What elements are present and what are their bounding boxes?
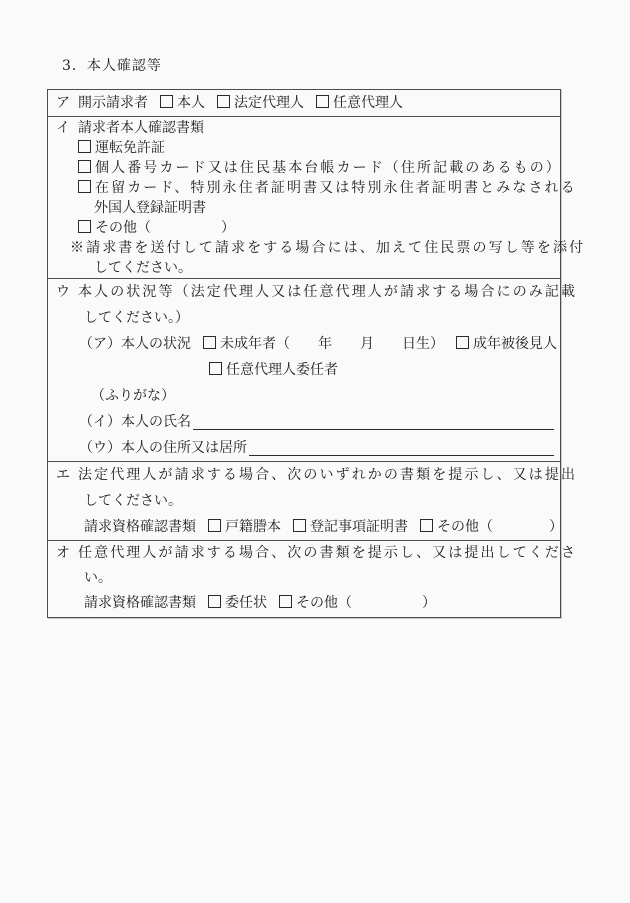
form-line	[84, 591, 554, 616]
checkbox-label: その他（ ）	[296, 595, 436, 611]
identity-verification-table	[47, 89, 586, 618]
voluntary-representative-instruction-continuation: い。	[84, 570, 112, 586]
form-line	[78, 462, 578, 488]
form-line	[91, 383, 554, 409]
form-line	[84, 514, 563, 540]
identity-documents-label: 請求者本人確認書類	[78, 120, 204, 136]
principal-name-fill-line[interactable]	[193, 429, 554, 430]
form-line	[78, 279, 578, 305]
other-identity-doc-checkbox[interactable]	[78, 220, 91, 233]
checkbox-label: 任意代理人	[333, 95, 403, 111]
legal-representative-instruction: 法定代理人が請求する場合、次のいずれかの書類を提示し、又は提出	[78, 467, 578, 483]
checkbox-label: 本人	[177, 95, 205, 111]
disclosure-requester-label: 開示請求者	[78, 95, 148, 111]
individual-number-card-checkbox-group	[78, 160, 562, 176]
principal-name-label: （イ）本人の氏名	[79, 414, 191, 430]
checkbox-label: 戸籍謄本	[225, 519, 281, 535]
form-line	[78, 218, 554, 238]
other-legal-doc-checkbox[interactable]	[420, 519, 433, 532]
other-voluntary-doc-checkbox-group	[279, 595, 436, 611]
checkbox-label: 未成年者（ 年 月 日生）	[220, 336, 444, 352]
legal-representative-instruction-continuation: してください。	[84, 493, 182, 509]
principal-checkbox-group	[160, 95, 205, 111]
form-line	[78, 541, 578, 566]
row-letter: イ	[56, 120, 70, 136]
residence-card-continuation: 外国人登録証明書	[94, 200, 206, 216]
row-disclosure-requester	[48, 90, 560, 116]
form-line	[84, 305, 554, 331]
row-principal-status	[48, 278, 578, 461]
voluntary-representative-instruction: 任意代理人が請求する場合、次の書類を提示し、又は提出してくださ	[78, 545, 578, 561]
registry-certificate-checkbox-group	[293, 519, 408, 535]
other-legal-doc-checkbox-group	[420, 519, 563, 535]
qualification-documents-label: 請求資格確認書類	[84, 519, 196, 535]
family-register-copy-checkbox[interactable]	[208, 519, 221, 532]
form-line	[78, 178, 577, 198]
voluntary-representative-checkbox[interactable]	[316, 95, 329, 108]
mail-request-note: ※請求書を送付して請求をする場合には、加えて住民票の写し等を添付	[70, 240, 586, 256]
principal-address-fill-line[interactable]	[249, 455, 554, 456]
checkbox-label: 任意代理人委任者	[226, 362, 338, 378]
form-line	[79, 435, 554, 461]
minor-checkbox[interactable]	[203, 336, 216, 349]
form-line	[78, 158, 562, 178]
principal-status-continuation: してください。）	[84, 310, 189, 326]
form-line	[94, 258, 554, 278]
adult-ward-checkbox-group	[456, 336, 557, 352]
legal-representative-checkbox[interactable]	[217, 95, 230, 108]
drivers-license-checkbox[interactable]	[78, 140, 91, 153]
row-letter: エ	[56, 467, 70, 483]
checkbox-label: 登記事項証明書	[310, 519, 408, 535]
other-voluntary-doc-checkbox[interactable]	[279, 595, 292, 608]
other-identity-doc-checkbox-group	[78, 220, 235, 236]
checkbox-label: 成年被後見人	[473, 336, 557, 352]
form-line	[94, 198, 554, 218]
row-identity-documents	[48, 116, 586, 278]
form-line	[78, 118, 554, 138]
mail-request-note-continuation: してください。	[94, 260, 192, 276]
form-line	[209, 357, 554, 383]
voluntary-agent-delegator-checkbox-group	[209, 362, 338, 378]
registry-certificate-checkbox[interactable]	[293, 519, 306, 532]
section-title: 3．本人確認等	[62, 58, 162, 74]
checkbox-label: 個人番号カード又は住民基本台帳カード（住所記載のあるもの）	[95, 160, 562, 176]
form-line	[79, 331, 557, 357]
form-line	[79, 409, 554, 435]
form-line	[84, 566, 554, 591]
furigana-label: （ふりがな）	[91, 388, 175, 404]
row-letter: ア	[56, 95, 70, 111]
principal-status-label: 本人の状況等（法定代理人又は任意代理人が請求する場合にのみ記載	[78, 284, 578, 300]
residence-card-checkbox[interactable]	[78, 180, 91, 193]
checkbox-label: 運転免許証	[95, 140, 165, 156]
row-letter: ウ	[56, 284, 70, 300]
form-line	[70, 238, 586, 258]
legal-representative-checkbox-group	[217, 95, 304, 111]
minor-checkbox-group	[203, 336, 444, 352]
voluntary-representative-checkbox-group	[316, 95, 403, 111]
power-of-attorney-checkbox-group	[208, 595, 267, 611]
qualification-documents-label: 請求資格確認書類	[84, 595, 196, 611]
form-line	[78, 95, 554, 111]
row-voluntary-representative-documents	[48, 540, 578, 617]
family-register-copy-checkbox-group	[208, 519, 281, 535]
row-letter: オ	[56, 545, 70, 561]
individual-number-card-checkbox[interactable]	[78, 160, 91, 173]
drivers-license-checkbox-group	[78, 140, 165, 156]
residence-card-checkbox-group	[78, 180, 577, 196]
principal-address-label: （ウ）本人の住所又は居所	[79, 440, 247, 456]
checkbox-label: その他（ ）	[437, 519, 563, 535]
checkbox-label: 在留カード、特別永住者証明書又は特別永住者証明書とみなされる	[95, 180, 577, 196]
form-line	[84, 488, 554, 514]
row-legal-representative-documents	[48, 461, 578, 540]
principal-condition-label: （ア）本人の状況	[79, 336, 191, 352]
principal-checkbox[interactable]	[160, 95, 173, 108]
form-line	[78, 138, 554, 158]
adult-ward-checkbox[interactable]	[456, 336, 469, 349]
checkbox-label: その他（ ）	[95, 220, 235, 236]
voluntary-agent-delegator-checkbox[interactable]	[209, 362, 222, 375]
checkbox-label: 委任状	[225, 595, 267, 611]
checkbox-label: 法定代理人	[234, 95, 304, 111]
power-of-attorney-checkbox[interactable]	[208, 595, 221, 608]
